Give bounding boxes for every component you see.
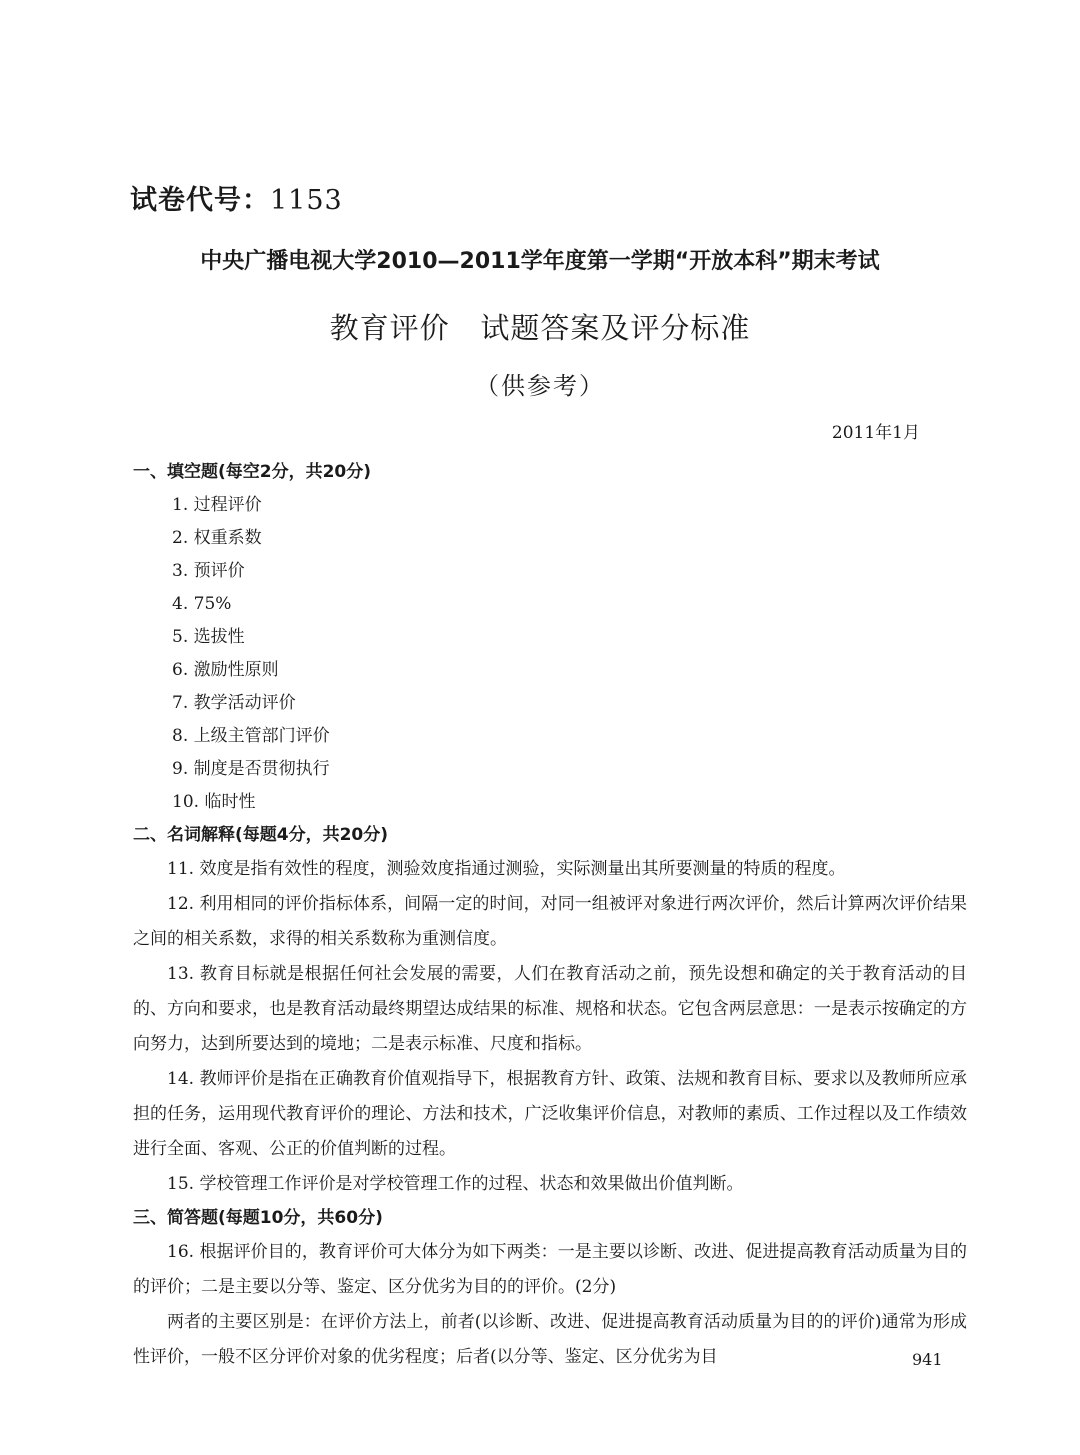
answer-content [133,456,967,1375]
answer-paragraph: 13. 教育目标就是根据任何社会发展的需要，人们在教育活动之前，预先设想和确定的关于教育活动的目的、方向和要求，也是教育活动最终期望达成结果的标准、规格和状态。它包含两层意思：一是表示按确定的方向努力，达到所要达到的境地；二是表示标准、尺度和指标。 [133,964,967,1054]
exam-date: 2011年1月 [831,423,920,443]
answer-item: 8. 上级主管部门评价 [172,726,330,746]
section-heading-fill-blank: 一、填空题(每空2分，共20分) [133,462,372,482]
document-title: 教育评价 试题答案及评分标准 [329,311,751,345]
exam-title: 中央广播电视大学2010—2011学年度第一学期“开放本科”期末考试 [200,249,880,274]
answer-item: 1. 过程评价 [172,495,262,515]
answer-item: 5. 选拔性 [172,627,245,647]
answer-item: 4. 75% [172,594,232,614]
paper-code-value: 1153 [270,185,343,216]
answer-item: 3. 预评价 [172,561,245,581]
answer-item: 6. 激励性原则 [172,660,279,680]
section-heading-short-answer: 三、简答题(每题10分，共60分) [133,1208,383,1228]
page-number: 941 [912,1350,943,1369]
section-heading-terms: 二、名词解释(每题4分，共20分) [133,825,389,845]
answer-paragraph: 16. 根据评价目的，教育评价可大体分为如下两类：一是主要以诊断、改进、促进提高教育活动质量为目的的评价；二是主要以分等、鉴定、区分优劣为目的的评价。(2分) [133,1242,967,1297]
answer-paragraph: 15. 学校管理工作评价是对学校管理工作的过程、状态和效果做出价值判断。 [167,1174,744,1194]
paper-code-label: 试卷代号： [130,185,270,216]
answer-paragraph: 12. 利用相同的评价指标体系，间隔一定的时间，对同一组被评对象进行两次评价，然后计算两次评价结果之间的相关系数，求得的相关系数称为重测信度。 [133,894,967,949]
answer-item: 7. 教学活动评价 [172,693,296,713]
paper-code [130,178,343,217]
answer-item: 9. 制度是否贯彻执行 [172,759,330,779]
answer-item: 2. 权重系数 [172,528,262,548]
answer-paragraph: 两者的主要区别是：在评价方法上，前者(以诊断、改进、促进提高教育活动质量为目的的评价)通常为形成性评价，一般不区分评价对象的优劣程度；后者(以分等、鉴定、区分优劣为目 [133,1312,967,1367]
reference-note: （供参考） [475,372,605,400]
answer-paragraph: 11. 效度是指有效性的程度，测验效度指通过测验，实际测量出其所要测量的特质的程度。 [167,859,846,879]
answer-item: 10. 临时性 [172,792,256,812]
answer-paragraph: 14. 教师评价是指在正确教育价值观指导下，根据教育方针、政策、法规和教育目标、要求以及教师所应承担的任务，运用现代教育评价的理论、方法和技术，广泛收集评价信息，对教师的素质、工作过程以及工作绩效进行全面、客观、公正的价值判断的过程。 [133,1069,967,1159]
